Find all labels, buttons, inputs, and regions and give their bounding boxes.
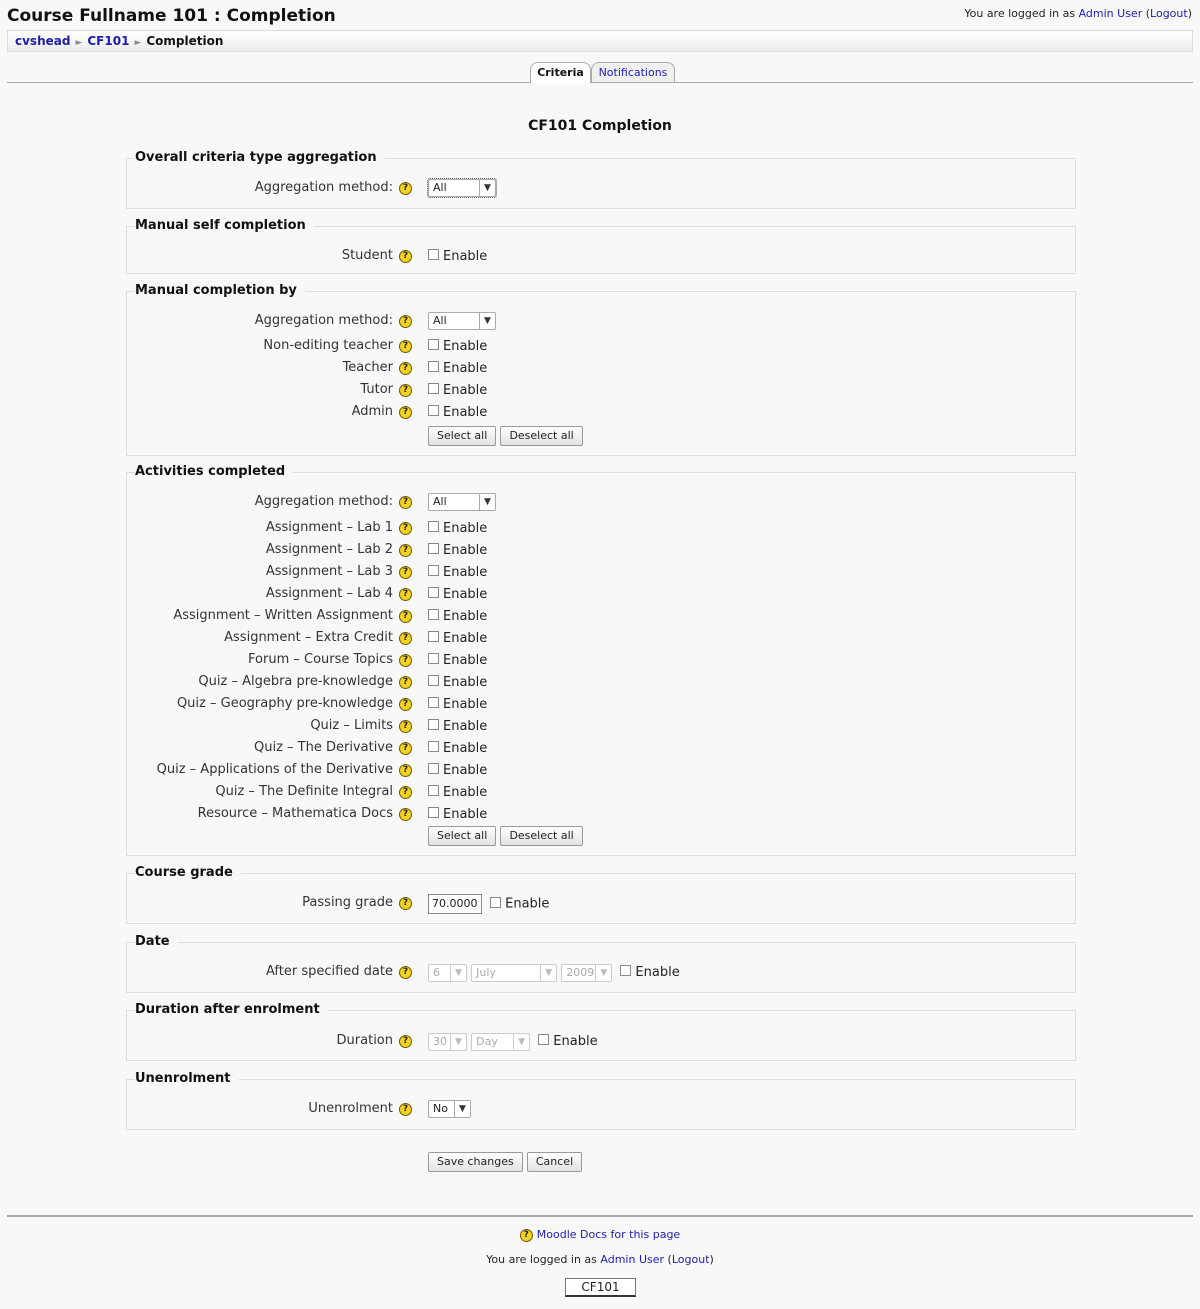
- page-title: Course Fullname 101 : Completion: [7, 6, 336, 26]
- activity-label: Assignment – Lab 4: [265, 586, 393, 601]
- activity-label: Quiz – Applications of the Derivative: [156, 762, 393, 777]
- help-icon[interactable]: ?: [399, 720, 412, 733]
- activity-row: [126, 519, 1076, 539]
- activity-enable-checkbox[interactable]: [428, 785, 439, 796]
- activity-row: [126, 541, 1076, 561]
- activity-enable-checkbox[interactable]: [428, 653, 439, 664]
- select-value: No: [433, 1102, 448, 1115]
- form-heading: CF101 Completion: [528, 118, 672, 134]
- role-label: Admin: [351, 404, 393, 419]
- chevron-down-icon: ▼: [450, 965, 466, 981]
- help-icon[interactable]: ?: [399, 566, 412, 579]
- student-enable-checkbox[interactable]: [428, 249, 439, 260]
- select-value: 30: [433, 1034, 447, 1048]
- row-activities-buttons: [126, 826, 1076, 846]
- enable-label: Enable: [443, 405, 488, 420]
- row-duration: [126, 1032, 1076, 1052]
- help-icon[interactable]: ?: [399, 676, 412, 689]
- activity-enable-checkbox[interactable]: [428, 697, 439, 708]
- cancel-button[interactable]: Cancel: [527, 1152, 582, 1172]
- activity-row: [126, 629, 1076, 649]
- duration-amount-select[interactable]: [428, 1033, 467, 1051]
- chevron-down-icon: ▼: [479, 180, 495, 196]
- activity-row: [126, 783, 1076, 803]
- activity-label: Quiz – Geography pre-knowledge: [176, 696, 393, 711]
- breadcrumb: [15, 34, 223, 48]
- select-value: 6: [433, 965, 440, 979]
- legend-self: Manual self completion: [135, 218, 314, 233]
- date-day-select[interactable]: [428, 964, 467, 982]
- enable-label: Enable: [635, 965, 680, 980]
- enable-label: Enable: [443, 383, 488, 398]
- enable-label: Enable: [443, 719, 488, 734]
- role-label: Teacher: [342, 360, 393, 375]
- login-prefix: You are logged in as: [486, 1253, 601, 1266]
- help-icon[interactable]: ?: [399, 966, 412, 979]
- activity-label: Forum – Course Topics: [248, 652, 393, 667]
- role-label: Tutor: [360, 382, 393, 397]
- activities-select-all-button[interactable]: Select all: [428, 826, 496, 846]
- activities-deselect-all-button[interactable]: Deselect all: [500, 826, 582, 846]
- help-icon[interactable]: ?: [399, 742, 412, 755]
- chevron-down-icon: ▼: [479, 494, 495, 510]
- passing-grade-label: Passing grade: [302, 895, 393, 910]
- help-icon[interactable]: ?: [399, 362, 412, 375]
- enable-label: Enable: [443, 785, 488, 800]
- help-icon[interactable]: ?: [399, 654, 412, 667]
- help-icon[interactable]: ?: [399, 1103, 412, 1116]
- row-manual-aggregation: [126, 312, 1076, 332]
- activity-row: [126, 651, 1076, 671]
- help-icon[interactable]: ?: [399, 340, 412, 353]
- date-month-select[interactable]: [471, 964, 557, 982]
- activity-label: Assignment – Written Assignment: [173, 608, 393, 623]
- help-icon[interactable]: ?: [399, 610, 412, 623]
- aggregation-label: Aggregation method:: [254, 180, 393, 195]
- help-icon[interactable]: ?: [399, 1035, 412, 1048]
- activity-row: [126, 805, 1076, 825]
- tab-criteria[interactable]: Criteria: [530, 62, 591, 83]
- overall-aggregation-select[interactable]: [428, 179, 496, 197]
- chevron-down-icon: ▼: [540, 965, 556, 981]
- moodle-docs-link[interactable]: Moodle Docs for this page: [536, 1228, 681, 1241]
- row-student: [126, 247, 1076, 267]
- duration-enable-checkbox[interactable]: [538, 1034, 549, 1045]
- help-icon[interactable]: ?: [399, 632, 412, 645]
- help-icon[interactable]: ?: [399, 698, 412, 711]
- activity-enable-checkbox[interactable]: [428, 763, 439, 774]
- help-icon[interactable]: ?: [399, 182, 412, 195]
- role-enable-checkbox[interactable]: [428, 339, 439, 350]
- duration-unit-select[interactable]: [471, 1033, 530, 1051]
- chevron-down-icon: ▼: [595, 965, 611, 981]
- help-icon[interactable]: ?: [399, 764, 412, 777]
- login-info: [964, 7, 1192, 20]
- legend-duration: Duration after enrolment: [135, 1002, 328, 1017]
- activity-label: Assignment – Extra Credit: [224, 630, 393, 645]
- chevron-down-icon: ▼: [479, 313, 495, 329]
- role-row: [126, 337, 1076, 357]
- legend-unenrolment: Unenrolment: [135, 1071, 239, 1086]
- activity-enable-checkbox[interactable]: [428, 609, 439, 620]
- footer-docs: [0, 1228, 1200, 1242]
- help-icon[interactable]: ?: [399, 406, 412, 419]
- select-value: All: [433, 181, 447, 194]
- select-value: 2009: [566, 965, 595, 979]
- select-value: Day: [476, 1034, 498, 1048]
- after-date-label: After specified date: [265, 964, 393, 979]
- select-value: All: [433, 314, 447, 327]
- breadcrumb-current: Completion: [146, 34, 224, 48]
- enable-label: Enable: [443, 521, 488, 536]
- chevron-down-icon: ▼: [450, 1034, 466, 1050]
- activity-label: Assignment – Lab 1: [265, 520, 393, 535]
- unenrolment-select[interactable]: [428, 1100, 471, 1118]
- logout-paren-close: ): [1187, 7, 1192, 20]
- row-date: [126, 963, 1076, 983]
- activity-enable-checkbox[interactable]: [428, 521, 439, 532]
- help-icon[interactable]: ?: [399, 808, 412, 821]
- row-overall-aggregation: [126, 179, 1076, 199]
- footer-divider: [7, 1215, 1193, 1217]
- activity-row: [126, 695, 1076, 715]
- activity-label: Resource – Mathematica Docs: [197, 806, 393, 821]
- enable-label: Enable: [443, 339, 488, 354]
- activity-label: Quiz – Limits: [310, 718, 393, 733]
- enable-label: Enable: [443, 361, 488, 376]
- student-label: Student: [341, 248, 393, 263]
- activity-row: [126, 607, 1076, 627]
- activity-enable-checkbox[interactable]: [428, 741, 439, 752]
- legend-activities: Activities completed: [135, 464, 293, 479]
- breadcrumb-separator-icon: ►: [75, 38, 83, 48]
- row-manual-buttons: [126, 426, 1076, 446]
- row-activities-aggregation: [126, 493, 1076, 513]
- enable-label: Enable: [443, 741, 488, 756]
- date-year-select[interactable]: [561, 964, 612, 982]
- enable-label: Enable: [443, 763, 488, 778]
- legend-manual: Manual completion by: [135, 283, 305, 298]
- help-icon[interactable]: ?: [399, 522, 412, 535]
- chevron-down-icon: ▼: [454, 1101, 470, 1117]
- date-enable-checkbox[interactable]: [620, 965, 631, 976]
- activity-label: Quiz – Algebra pre-knowledge: [198, 674, 393, 689]
- activity-enable-checkbox[interactable]: [428, 543, 439, 554]
- save-changes-button[interactable]: Save changes: [428, 1152, 523, 1172]
- unenrolment-label: Unenrolment: [308, 1101, 393, 1116]
- enable-label: Enable: [443, 653, 488, 668]
- aggregation-label: Aggregation method:: [254, 494, 393, 509]
- help-icon[interactable]: ?: [399, 544, 412, 557]
- help-icon[interactable]: ?: [399, 250, 412, 263]
- row-unenrolment: [126, 1100, 1076, 1120]
- chevron-down-icon: ▼: [513, 1034, 529, 1050]
- enable-label: Enable: [443, 675, 488, 690]
- activity-enable-checkbox[interactable]: [428, 719, 439, 730]
- row-form-buttons: [126, 1152, 1076, 1172]
- activities-aggregation-select[interactable]: [428, 493, 496, 511]
- activity-row: [126, 585, 1076, 605]
- course-home-button[interactable]: CF101: [565, 1278, 636, 1297]
- aggregation-label: Aggregation method:: [254, 313, 393, 328]
- enable-label: Enable: [443, 697, 488, 712]
- activity-enable-checkbox[interactable]: [428, 807, 439, 818]
- activity-row: [126, 761, 1076, 781]
- enable-label: Enable: [443, 249, 488, 264]
- role-enable-checkbox[interactable]: [428, 361, 439, 372]
- activity-label: Assignment – Lab 3: [265, 564, 393, 579]
- passing-grade-input[interactable]: 70.0000: [428, 894, 482, 914]
- tab-notifications[interactable]: Notifications: [591, 62, 675, 82]
- footer-user-link[interactable]: Admin User: [600, 1253, 665, 1266]
- help-icon[interactable]: ?: [399, 588, 412, 601]
- manual-deselect-all-button[interactable]: Deselect all: [500, 426, 582, 446]
- activity-label: Assignment – Lab 2: [265, 542, 393, 557]
- enable-label: Enable: [505, 896, 550, 912]
- navbar: [7, 30, 1193, 52]
- legend-overall: Overall criteria type aggregation: [135, 150, 385, 165]
- activity-row: [126, 673, 1076, 693]
- role-row: [126, 403, 1076, 423]
- footer-login-info: [0, 1253, 1200, 1266]
- enable-label: Enable: [443, 543, 488, 558]
- activity-enable-checkbox[interactable]: [428, 565, 439, 576]
- enable-label: Enable: [443, 587, 488, 602]
- grade-enable-checkbox[interactable]: [490, 897, 501, 908]
- activity-row: [126, 563, 1076, 583]
- activity-enable-checkbox[interactable]: [428, 631, 439, 642]
- breadcrumb-course[interactable]: CF101: [87, 34, 130, 48]
- duration-label: Duration: [336, 1033, 393, 1048]
- legend-date: Date: [135, 934, 178, 949]
- role-row: [126, 381, 1076, 401]
- help-icon: ?: [520, 1229, 533, 1242]
- enable-label: Enable: [443, 609, 488, 624]
- role-enable-checkbox[interactable]: [428, 405, 439, 416]
- enable-label: Enable: [553, 1034, 598, 1049]
- activity-label: Quiz – The Definite Integral: [215, 784, 393, 799]
- breadcrumb-home[interactable]: cvshead: [15, 34, 71, 48]
- footer-logout-link[interactable]: Logout: [671, 1253, 710, 1266]
- help-icon[interactable]: ?: [399, 384, 412, 397]
- logout-paren-open: (: [664, 1253, 672, 1266]
- enable-label: Enable: [443, 565, 488, 580]
- role-enable-checkbox[interactable]: [428, 383, 439, 394]
- activity-row: [126, 717, 1076, 737]
- activity-enable-checkbox[interactable]: [428, 587, 439, 598]
- manual-aggregation-select[interactable]: [428, 312, 496, 330]
- logout-paren-close: ): [709, 1253, 714, 1266]
- select-value: July: [476, 965, 496, 979]
- login-prefix: You are logged in as: [964, 7, 1079, 20]
- help-icon[interactable]: ?: [399, 496, 412, 509]
- enable-label: Enable: [443, 631, 488, 646]
- select-value: All: [433, 495, 447, 508]
- row-passing-grade: [126, 894, 1076, 914]
- role-label: Non-editing teacher: [263, 338, 393, 353]
- enable-label: Enable: [443, 807, 488, 822]
- breadcrumb-separator-icon: ►: [134, 38, 142, 48]
- logout-paren-open: (: [1142, 7, 1151, 20]
- help-icon[interactable]: ?: [399, 897, 412, 910]
- activity-row: [126, 739, 1076, 759]
- help-icon[interactable]: ?: [399, 786, 412, 799]
- manual-select-all-button[interactable]: Select all: [428, 426, 496, 446]
- logout-link[interactable]: Logout: [1150, 7, 1188, 20]
- legend-grade: Course grade: [135, 865, 241, 880]
- user-link[interactable]: Admin User: [1078, 7, 1143, 20]
- role-row: [126, 359, 1076, 379]
- activity-label: Quiz – The Derivative: [253, 740, 393, 755]
- activity-enable-checkbox[interactable]: [428, 675, 439, 686]
- help-icon[interactable]: ?: [399, 315, 412, 328]
